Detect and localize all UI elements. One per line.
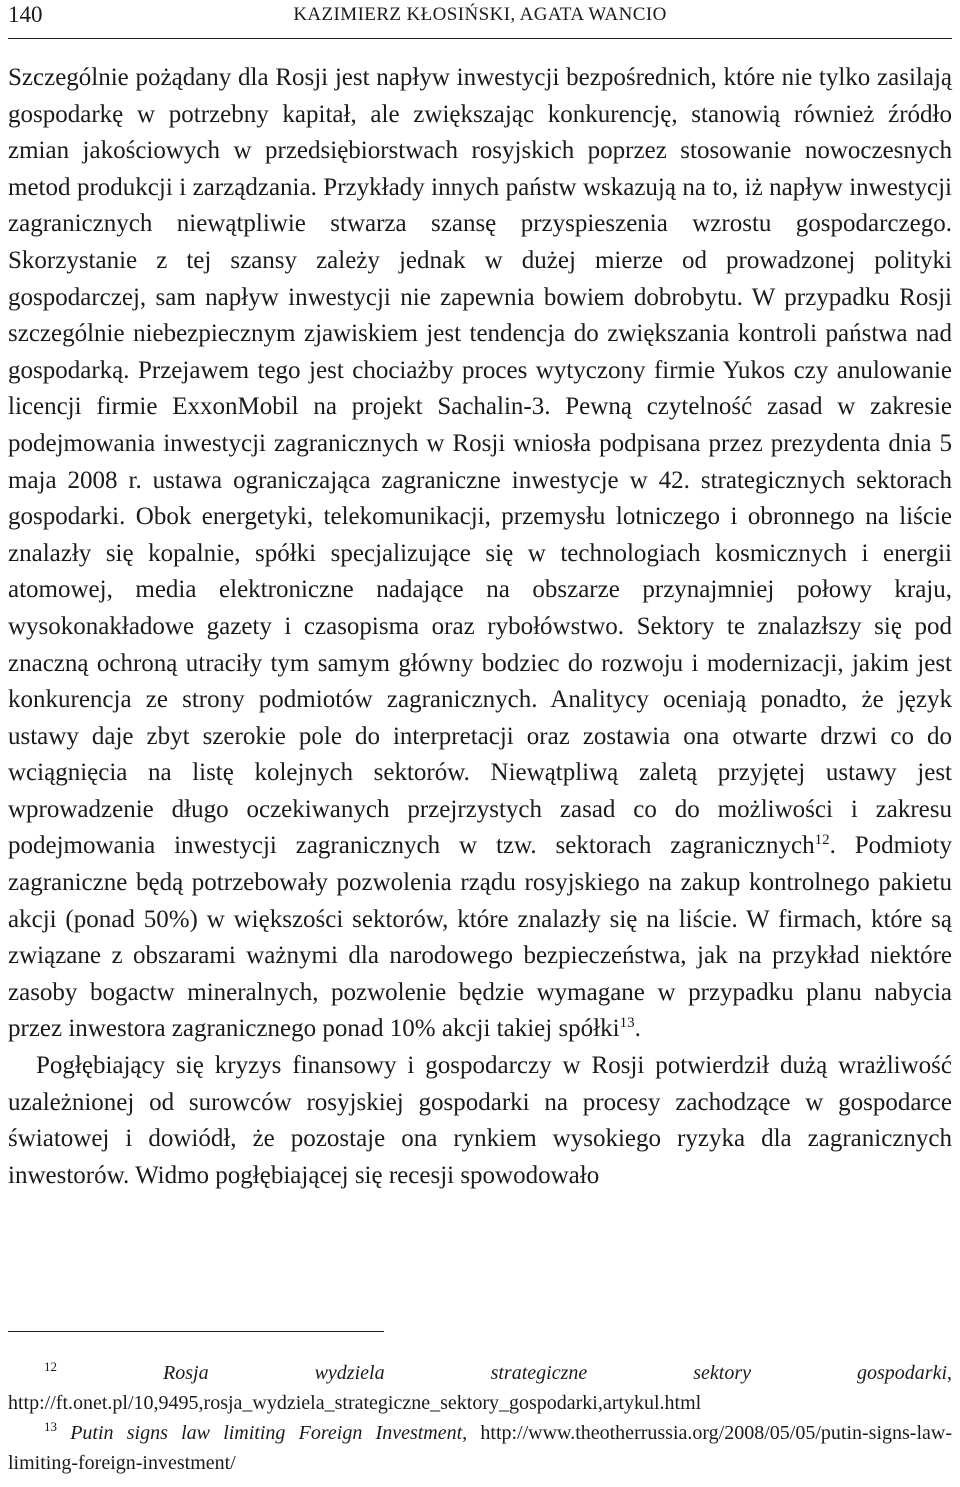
footnote-link[interactable]: , http://www.theotherrussia.org/2008/05/05/putin-signs-law-limiting-foreign-investment/ [8,1422,953,1474]
paragraph-1-text: Szczególnie pożądany dla Rosji jest napływ inwestycji bezpośrednich, które nie tylko zasilają gospodarkę w potrzebny kapitał, ale zwiększając konkurencję, stanowią również źródło zmian jakościowych w przedsiębiorstwach rosyjskich poprzez stosowanie nowoczesnych metod produkcji i zarządzania. Przykłady innych państw wskazują na to, iż napływ inwestycji zagranicznych niewątpliwie stwarza szansę przyspieszenia wzrostu gospodarczego. Skorzystanie z tej szansy zależy jednak w dużej mierze od prowadzonej polityki gospodarczej, sam napływ inwestycji nie zapewnia bowiem dobrobytu. W przypadku Rosji szczególnie niebezpiecznym zjawiskiem jest tendencja do zwiększania kontroli państwa nad gospodarką. Przejawem tego jest chociażby proces wytyczony firmie Yukos czy anulowanie licencji firmie ExxonMobil na projekt Sachalin-3. Pewną czytelność zasad w zakresie podejmowania inwestycji zagranicznych w Rosji wniosła podpisana przez prezydenta dnia 5 maja 2008 r. ustawa ograniczająca zagraniczne inwestycje w 42. strategicznych sektorach gospodarki. Obok energetyki, telekomunikacji, przemysłu lotniczego i obronnego na liście znalazły się kopalnie, spółki specjalizujące się w technologiach kosmicznych i energii atomowej, media elektroniczne nadające na obszarze przynajmniej połowy kraju, wysokonakładowe gazety i czasopisma oraz rybołówstwo. Sektory te znalazłszy się pod znaczną ochroną utraciły tym samym główny bodziec do rozwoju i modernizacji, jakim jest konkurencja ze strony podmiotów zagranicznych. Analitycy oceniają ponadto, że język ustawy daje zbyt szerokie pole do interpretacji oraz zostawia ona otwarte drzwi co do wciągnięcia na listę kolejnych sektorów. Niewątpliwą zaletą przyjętej ustawy jest wprowadzenie długo oczekiwanych przejrzystych zasad co do możliwości i zakresu podejmowania inwestycji zagranicznych w tzw. sektorach zagranicznych [8,64,952,860]
paragraph-1-end: . [634,1015,641,1043]
footnotes [8,1358,952,1478]
page-number: 140 [8,2,43,27]
paragraph-2-text: Pogłębiający się kryzys finansowy i gospodarczy w Rosji potwierdził dużą wrażliwość uzależnionej od surowców rosyjskiej gospodarki na procesy zachodzące w gospodarce światowej i dowiódł, że pozostaje ona rynkiem wysokiego ryzyka dla zagranicznych inwestorów. Widmo pogłębiającej się recesji spowodowało [8,1052,952,1189]
footnote-mark: 13 [44,1419,57,1434]
footnote-13 [8,1418,952,1478]
paragraph-1 [8,60,952,1048]
footnote-title: Rosja wydziela strategiczne sektory gospodarki [163,1362,948,1384]
footnote-mark: 12 [44,1359,57,1374]
footnote-ref-13[interactable]: 13 [619,1015,635,1032]
header-rule [8,38,952,39]
paragraph-2 [8,1048,952,1194]
running-header [8,0,952,30]
body-text [8,60,952,1194]
paragraph-1-continued: . Podmioty zagraniczne będą potrzebowały pozwolenia rządu rosyjskiego na zakup kontrolnego pakietu akcji (ponad 50%) w większości sektorów, które znalazły się na liście. W firmach, które są związane z obszarami ważnymi dla narodowego bezpieczeństwa, jak na przykład niektóre zasoby bogactw mineralnych, pozwolenie będzie wymagane w przypadku planu nabycia przez inwestora zagranicznego ponad 10% akcji takiej spółki [8,832,953,1043]
footnote-title: Putin signs law limiting Foreign Investment [70,1422,463,1444]
footnote-ref-12[interactable]: 12 [814,832,830,849]
footnote-12 [8,1358,952,1418]
footnote-link[interactable]: , http://ft.onet.pl/10,9495,rosja_wydziela_strategiczne_sektory_gospodarki,artykul.html [8,1362,953,1414]
running-head-authors: KAZIMIERZ KŁOSIŃSKI, AGATA WANCIO [293,4,667,25]
footnote-rule [8,1331,384,1332]
